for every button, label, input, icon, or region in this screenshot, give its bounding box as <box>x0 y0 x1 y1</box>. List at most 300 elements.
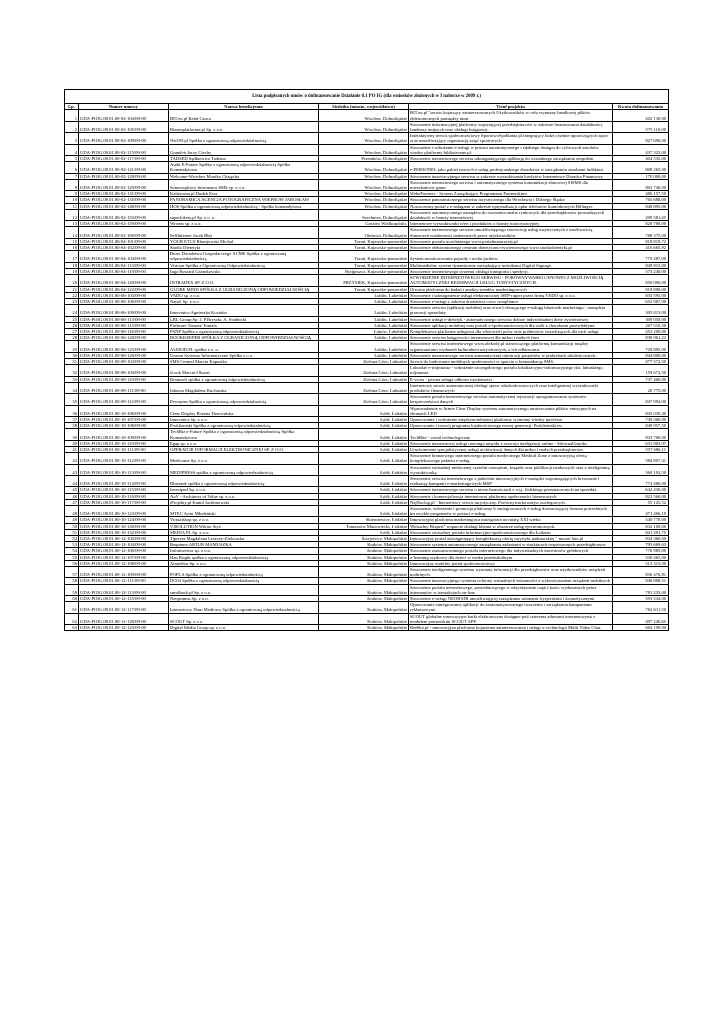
cell-contract-number: UDA-POIG.08.01.00-10-117/09-00 <box>79 499 169 505</box>
cell-city: Szechnice, Dolnośląskie <box>319 209 409 220</box>
cell-city: Wrocław, Dolnośląskie <box>319 133 409 144</box>
cell-city: Kraków, Małopolskie <box>319 602 409 613</box>
cell-lp: 21 <box>65 286 79 292</box>
cell-city: Bydgoszcz, Kujawsko-pomorskie <box>319 268 409 274</box>
cell-lp: 16 <box>65 245 79 251</box>
document-sheet <box>64 89 668 631</box>
cell-lp: 50 <box>65 523 79 529</box>
cell-city: Przemków, Dolnośląskie <box>319 156 409 162</box>
cell-project: Opracowanie i rozwój programu lojalnościowego nowej generacji: Proklientski.eu. <box>409 423 613 429</box>
cell-beneficiary: TADSED Sędkiewicz Tadeusz <box>169 156 319 162</box>
cell-amount: 575 110,00 <box>613 121 669 132</box>
cell-lp: 26 <box>65 322 79 328</box>
cell-project: Internetowy serwis automatycznej obsługi spraw odszkodowawczych oraz inteligentnej wyszukiwarki produktów finansowych <box>409 382 613 393</box>
cell-project: Nowoczesny portal z e-usługami w zakresie optymalizacji opłat telefonów komórkowych Billinger. <box>409 203 613 209</box>
cell-contract-number: UDA-POIG.08.01.00-02-104/09-00 <box>79 110 169 121</box>
cell-amount: 845 039,40 <box>613 405 669 416</box>
cell-contract-number: UDA-POIG.08.01.00-04-113/09-00 <box>79 262 169 268</box>
header-contract-number: Numer umowy <box>79 104 169 110</box>
table-row <box>65 464 669 475</box>
cell-contract-number: UDA-POIG.08.01.00-10-130/09-00 <box>79 523 169 529</box>
cell-amount: 808 265,00 <box>613 162 669 173</box>
cell-project: Stworzenie e-usługi NEOHAIR umożliwiającej zarządzania salonami fryzjerskimi i kosmetycznymi <box>409 596 613 602</box>
cell-beneficiary: LBL Group Sp. J. P.Bryszki, A. Stadnicki <box>169 316 319 322</box>
cell-amount: 437 325,00 <box>613 144 669 155</box>
cell-lp: 8 <box>65 179 79 190</box>
cell-contract-number: UDA-POIG.08.01.00-12-123/09-00 <box>79 625 169 631</box>
table-row <box>65 453 669 464</box>
cell-amount: 664 190,00 <box>613 625 669 631</box>
header-city: Siedziba (miasto, województwo) <box>319 104 409 110</box>
cell-contract-number: UDA-POIG.08.01.00-12-111/09-00 <box>79 578 169 584</box>
cell-city: Kraków, Małopolskie <box>319 613 409 624</box>
cell-contract-number: UDA-POIG.08.01.00-08-111/09-00 <box>79 382 169 393</box>
cell-beneficiary: Brainsoft spółka z ograniczoną odpowiedzialnością <box>169 376 319 382</box>
cell-amount: 776 985,00 <box>613 548 669 554</box>
cell-city: Toruń, Kujawsko-pomorskie <box>319 245 409 251</box>
cell-project: Stworzenie serwisu internetowego www.alekody.pl stanowiącego platformę komunikacji między organizatorami wydarzeń kulturalno-rozrywkowych, a ich odbiorcami. <box>409 341 613 352</box>
cell-project: SCOUT globalne innowacyjne karki elektroniczne dostępne pod czterema adresami internetowymi z modułem partnerskim SCOUT APP. <box>409 613 613 624</box>
cell-amount: 26 775,00 <box>613 382 669 393</box>
cell-beneficiary: Firdware Tomasz Tomala <box>169 322 319 328</box>
cell-city: Kraków, Małopolskie <box>319 554 409 560</box>
cell-city: Kraków, Małopolskie <box>319 560 409 566</box>
table-row <box>65 405 669 416</box>
cell-lp: 63 <box>65 625 79 631</box>
cell-beneficiary: BOOKKEEPER SPÓŁKA Z OGRANICZONĄ ODPOWIEDZIALNOŚCIĄ <box>169 335 319 341</box>
cell-project: Stworzenie innowacyjnego systemu ochrony wirtualnych tożsamości z wykorzystaniem urządzeń mobilnych <box>409 578 613 584</box>
cell-city: Kraków, Małopolskie <box>319 567 409 578</box>
cell-project: Innowacyjna platforma marketingowa nawigatora na miarę XXI wieku <box>409 517 613 523</box>
cell-lp: 23 <box>65 298 79 304</box>
cell-contract-number: UDA-POIG.08.01.00-06-113/09-00 <box>79 316 169 322</box>
cell-amount: 841 291,75 <box>613 529 669 535</box>
cell-lp: 44 <box>65 476 79 487</box>
cell-city: Łódź, Łódzkie <box>319 529 409 535</box>
cell-amount: 848 808,51 <box>613 578 669 584</box>
cell-contract-number: UDA-POIG.08.01.00-10-110/09-00 <box>79 440 169 446</box>
cell-amount: 737 460,00 <box>613 376 669 382</box>
cell-lp: 46 <box>65 493 79 499</box>
cell-amount: 762 611,50 <box>613 602 669 613</box>
cell-lp: 10 <box>65 197 79 203</box>
cell-beneficiary: Samorządowy Informator SMS sp. z o.o. <box>169 179 319 190</box>
cell-beneficiary: DC04 Spółka z ograniczoną odpowiedzialnością <box>169 578 319 584</box>
cell-amount: 833 760,00 <box>613 429 669 440</box>
cell-city: Toruń, Kujawsko-pomorskie <box>319 238 409 244</box>
cell-contract-number: UDA-POIG.08.01.00-02-128/09-00 <box>79 173 169 179</box>
cell-beneficiary: Unison Systemy Informatyczne Spółka z o.o. <box>169 352 319 358</box>
cell-contract-number: UDA-POIG.08.01.00-10-106/09-00 <box>79 405 169 416</box>
table-row <box>65 227 669 238</box>
cell-city: Łódź, Łódzkie <box>319 464 409 475</box>
cell-city: Łódź, Łódzkie <box>319 423 409 429</box>
cell-city: Zielona Góra, Lubuskie <box>319 394 409 405</box>
cell-city: Wrocław, Dolnośląskie <box>319 110 409 121</box>
cell-amount: 202 130,00 <box>613 110 669 121</box>
cell-city: Toruń, Kujawsko-pomorskie <box>319 262 409 268</box>
cell-contract-number: UDA-POIG.08.01.00-06-106/09-00 <box>79 298 169 304</box>
cell-city: Lublin, Lubelskie <box>319 335 409 341</box>
cell-project: Serwis do budowania mobilnych społeczności w oparciu o komunikację SMS. <box>409 358 613 364</box>
cell-lp: 22 <box>65 292 79 298</box>
table-row <box>65 429 669 440</box>
cell-amount: 827 696,00 <box>613 133 669 144</box>
cell-amount: 530 465,00 <box>613 554 669 560</box>
cell-beneficiary: SCOUT Sp. z o.o. <box>169 613 319 624</box>
contracts-table <box>64 89 669 631</box>
cell-amount: 416 665,92 <box>613 245 669 251</box>
cell-contract-number: UDA-POIG.08.01.00-12-109/09-00 <box>79 567 169 578</box>
cell-project: Stworzenie usługi e-dietetyk - automatycznego serwisu dobrze indywidualnej diety żywieniowej. <box>409 316 613 322</box>
table-row <box>65 275 669 286</box>
header-project: Tytuł projektu <box>409 104 613 110</box>
cell-contract-number: UDA-POIG.08.01.00-02-135/09-00 <box>79 197 169 203</box>
cell-project: NajNoclag.pl - Internetowy serwis turystyczny. Porównywarka miejsc noclegowych. <box>409 499 613 505</box>
cell-beneficiary: PANORAMICA AGENCJA FOTOGRAFICZNA WIEPROW JAROSŁAW <box>169 197 319 203</box>
table-row <box>65 394 669 405</box>
cell-city: Łódź, Łódzkie <box>319 416 409 422</box>
cell-beneficiary: YOUR ETCS Błażejewski Michał <box>169 238 319 244</box>
table-row <box>65 382 669 393</box>
cell-beneficiary: BIT.eu pl Rafał Gruca <box>169 110 319 121</box>
cell-project: Otwarta platforma do badań i analizy trendów marketingowych <box>409 286 613 292</box>
cell-amount: 820 700,00 <box>613 221 669 227</box>
cell-beneficiary: PSNP Spółka z ograniczoną odpowiedzialnością <box>169 328 319 334</box>
cell-city: Lublin, Lubelskie <box>319 322 409 328</box>
cell-amount: 834 360,00 <box>613 536 669 542</box>
cell-project: Multimedialny system dynamicznie zarządzający nośnikami Digital Signage. <box>409 262 613 268</box>
cell-city: Wrocław, Dolnośląskie <box>319 203 409 209</box>
cell-city: Lublin, Lubelskie <box>319 352 409 358</box>
cell-city: Skierniewice, Łódzkie <box>319 517 409 523</box>
cell-contract-number: UDA-POIG.08.01.00-10-112/09-00 <box>79 453 169 464</box>
cell-beneficiary: iLook Marcin Olszoń <box>169 365 319 376</box>
cell-lp: 24 <box>65 305 79 316</box>
cell-lp: 54 <box>65 548 79 554</box>
cell-contract-number: UDA-POIG.08.01.00-10-109/09-00 <box>79 429 169 440</box>
cell-project: Interaktywny serwis społecznościowy SportowoSpołkania.pl integrujący ludzi czynnie uprawiających sport oraz umożliwiający organizację zajęć sportowych <box>409 133 613 144</box>
cell-project: Stworzenie branżowego internetowego portalu medycznego Medical Zone z innowacyjną ofertą kompleksowego pakietu e-usług. <box>409 453 613 464</box>
cell-contract-number: UDA-POIG.08.01.00-12-102/09-00 <box>79 536 169 542</box>
cell-beneficiary: MEDIPRESS spółka z ograniczoną odpowiedzialnością <box>169 464 319 475</box>
cell-lp: 60 <box>65 596 79 602</box>
table-row <box>65 341 669 352</box>
cell-beneficiary: Inkasso Magdalena Kucharska <box>169 382 319 393</box>
cell-amount: 560 192,50 <box>613 464 669 475</box>
cell-beneficiary: Proklientski Spółka z ograniczoną odpowiedzialnością <box>169 423 319 429</box>
cell-contract-number: UDA-POIG.08.01.00-06-116/09-00 <box>79 328 169 334</box>
cell-amount: 540 770,00 <box>613 517 669 523</box>
cell-lp: 58 <box>65 578 79 584</box>
cell-amount: 836 476,81 <box>613 567 669 578</box>
cell-city: Kraków, Małopolskie <box>319 625 409 631</box>
cell-contract-number: UDA-POIG.08.01.00-02-159/09-00 <box>79 221 169 227</box>
cell-lp: 18 <box>65 262 79 268</box>
cell-contract-number: UDA-POIG.08.01.00-12-120/09-00 <box>79 613 169 624</box>
cell-project: Innowacyjny portal udostępniający kompleksową ofertę turystyki nadmorskiej " morze-lato.pl <box>409 536 613 542</box>
cell-amount: 300 050,00 <box>613 316 669 322</box>
cell-lp: 36 <box>65 405 79 416</box>
cell-city: Wrocław, Dolnośląskie <box>319 144 409 155</box>
cell-city: Kraków, Małopolskie <box>319 596 409 602</box>
table-row <box>65 179 669 190</box>
cell-project: Stworzenie internetowego serwisu udostępniającego aplikację do wizualnego zarządzania zespołem <box>409 156 613 162</box>
cell-beneficiary: Grandvit Jerzy Ciechy <box>169 144 319 155</box>
cell-beneficiary: Internetowy Dom Mediowy Spółka z ograniczoną odpowiedzialnością <box>169 602 319 613</box>
table-row <box>65 506 669 517</box>
table-row <box>65 613 669 624</box>
cell-city: Zielona Góra, Lubuskie <box>319 358 409 364</box>
cell-city: Zielona Góra, Lubuskie <box>319 365 409 376</box>
cell-contract-number: UDA-POIG.08.01.00-12-117/09-00 <box>79 602 169 613</box>
cell-lp: 61 <box>65 602 79 613</box>
cell-lp: 27 <box>65 328 79 334</box>
cell-lp: 62 <box>65 613 79 624</box>
cell-city: Kraków, Małopolskie <box>319 578 409 584</box>
cell-beneficiary: Investped Sp. z o.o. <box>169 487 319 493</box>
table-row <box>65 251 669 262</box>
cell-lp: 53 <box>65 542 79 548</box>
cell-beneficiary: GLOBE MIND SPÓŁKA Z OGRANICZONĄ ODPOWIEDZIALNOŚCIĄ <box>169 286 319 292</box>
cell-beneficiary: Egap sp. z o.o. <box>169 440 319 446</box>
cell-city: Lublin, Lubelskie <box>319 292 409 298</box>
cell-lp: 25 <box>65 316 79 322</box>
cell-city: Tomaszów Mazowiecki, Łódzkie <box>319 523 409 529</box>
table-row <box>65 121 669 132</box>
header-amount: Kwota dofinansowania <box>613 104 669 110</box>
cell-city: Łódź, Łódzkie <box>319 429 409 440</box>
cell-project: Stworzenie panoramicznego serwisu turystycznego dla Wrocławia i Dolnego Śląska <box>409 197 613 203</box>
cell-lp: 9 <box>65 191 79 197</box>
cell-amount: 486 157,50 <box>613 191 669 197</box>
cell-amount: 557 686,11 <box>613 446 669 452</box>
cell-project: E-swiss - pewna usługa odbioru wiadomości <box>409 376 613 382</box>
cell-city: Wrocław, Dolnośląskie <box>319 191 409 197</box>
cell-city: Wrocław, Dolnośląskie <box>319 173 409 179</box>
cell-project: STWORZENIE INTERNETOWEGO SERWISU - PORÓWNYWARKI CENOWEJ Z MOŻLIWOŚCIĄ AUTOMATYCZNEJ REZERWACJI USŁUG TURYSTYCZNYCH. <box>409 275 613 286</box>
cell-lp: 47 <box>65 499 79 505</box>
cell-beneficiary: OPERATOR INFORMACJI ELEKTRONICZNEJ SP. Z O.O. <box>169 446 319 452</box>
cell-project: Opracowanie i wdrożenie międzyuczelnianej platformy wymiany wiedzy iprofesor <box>409 416 613 422</box>
cell-project: Stworzenie zaawansowanego portalu internetowego dla indywidualnych inwestorów giełdowych <box>409 548 613 554</box>
cell-project: Stworzenie informacyjnej platformy wspierającej przedsiębiorców w zakresie finansowania działalności, funduszy unijnych oraz obsługi księgowej. <box>409 121 613 132</box>
cell-beneficiary: Inga Ryszard Grzankowski <box>169 268 319 274</box>
cell-contract-number: UDA-POIG.08.01.00-08-104/09-00 <box>79 365 169 376</box>
cell-city: Wrocław, Dolnośląskie <box>319 179 409 190</box>
cell-city: Łódź, Łódzkie <box>319 453 409 464</box>
cell-city: Łódź, Łódzkie <box>319 446 409 452</box>
cell-lp: 45 <box>65 487 79 493</box>
cell-lp: 33 <box>65 376 79 382</box>
table-row <box>65 567 669 578</box>
cell-amount: 404 535,00 <box>613 156 669 162</box>
cell-project: Stworzenie wirtualnej medycznej czytelni czasopism, książek oraz publikacji naukowych oraz z inteligentną wyszukiwarką <box>409 464 613 475</box>
cell-beneficiary: Infoinwestor sp. z o.o. <box>169 548 319 554</box>
cell-contract-number: UDA-POIG.08.01.00-12-107/09-00 <box>79 554 169 560</box>
cell-contract-number: UDA-POIG.08.01.00-10-111/09-00 <box>79 446 169 452</box>
cell-contract-number: UDA-POIG.08.01.00-06-103/09-00 <box>79 292 169 298</box>
cell-amount: 774 486,00 <box>613 476 669 487</box>
cell-project: Stworzenie systemu automatycznego zarządzania zadaniami w strukturach rozproszonych przedsiębiorstw. <box>409 542 613 548</box>
cell-contract-number: UDA-POIG.08.01.00-06-109/09-00 <box>79 305 169 316</box>
cell-contract-number: UDA-POIG.08.01.00-10-107/09-00 <box>79 416 169 422</box>
table-row <box>65 365 669 376</box>
cell-lp: 7 <box>65 173 79 179</box>
cell-amount: 584 807,41 <box>613 453 669 464</box>
cell-amount: 593 534,00 <box>613 596 669 602</box>
cell-contract-number: UDA-POIG.08.01.00-10-124/09-00 <box>79 517 169 523</box>
cell-beneficiary: NetON.pl Spółka z ograniczoną odpowiedzialnością <box>169 133 319 144</box>
cell-beneficiary: SMS Central Marcin Kapustka <box>169 358 319 364</box>
cell-city: Kraków, Małopolskie <box>319 542 409 548</box>
cell-amount: 833 595,00 <box>613 292 669 298</box>
cell-lp: 41 <box>65 446 79 452</box>
cell-beneficiary: Natrel Sp. z o.o. <box>169 298 319 304</box>
cell-lp: 43 <box>65 464 79 475</box>
cell-amount: 299 581,65 <box>613 209 669 220</box>
cell-contract-number: UDA-POIG.08.01.00-10-115/09-00 <box>79 487 169 493</box>
cell-amount: 642 430,00 <box>613 487 669 493</box>
cell-contract-number: UDA-POIG.08.01.00-02-129/09-00 <box>79 179 169 190</box>
cell-beneficiary: smsdback.pl Sp. z o.o. <box>169 584 319 595</box>
table-row <box>65 602 669 613</box>
cell-project: Stworzenie serwisu księgowości internetowej dla mikro i małych firm <box>409 335 613 341</box>
cell-project: Stworzenie portalu internetowego serwisu automatycznej rejestracji oprogramowania systemów bezpieczeństwa danych <box>409 394 613 405</box>
cell-beneficiary: Clear Display Bożena Drzewińska <box>169 405 319 416</box>
table-row <box>65 476 669 487</box>
cell-beneficiary: iProjekty.pl Kamil Jachimowski <box>169 499 319 505</box>
cell-project: Uruchomienie specjalistycznej usługi archiwizacji danych dla mikro i małych przedsiębiorstw. <box>409 446 613 452</box>
cell-amount: 305 813,00 <box>613 305 669 316</box>
cell-lp: 3 <box>65 133 79 144</box>
cell-lp: 30 <box>65 352 79 358</box>
cell-contract-number: UDA-POIG.08.01.00-04-119/09-00 <box>79 268 169 274</box>
cell-project: Internetowe wyszukiwarki ofert i produktów z branży motoryzacyjnej. <box>409 221 613 227</box>
cell-contract-number: UDA-POIG.08.01.00-12-108/09-00 <box>79 560 169 566</box>
table-body <box>65 110 669 631</box>
cell-lp: 31 <box>65 358 79 364</box>
table-row <box>65 144 669 155</box>
cell-amount: 849 957,50 <box>613 423 669 429</box>
cell-amount: 652 987,00 <box>613 298 669 304</box>
cell-beneficiary: VADO sp. z o.o. <box>169 292 319 298</box>
cell-project: Stworzenie innowacyjnego serwisu w zakresie wyszukiwania kredytów Internetowy Doradca Finansowy <box>409 173 613 179</box>
cell-project: Stworzenie internetowej usługi trenongu umysłu z rozwoju inteligencji online - SilownaUmysłu. <box>409 440 613 446</box>
cell-amount: 795 669,63 <box>613 542 669 548</box>
cell-lp: 35 <box>65 394 79 405</box>
cell-project: Stworzenie, wdrożenie i promocja platformy b zintegrowanych e-usług dostarczającej firmom potrzebnych im zwykle programów w postaci e-usług. <box>409 506 613 517</box>
cell-beneficiary: Audit E-Future Spółka z ograniczoną odpowiedzialnością Spółka Komandytowa <box>169 162 319 173</box>
cell-city: Łuków, Lubelskie <box>319 328 409 334</box>
cell-amount: 170 000,00 <box>613 173 669 179</box>
cell-project: BIT.eu.pl "serwis kojarzący zainteresowanych Użytkowników w celu wymiany handlowej plików elektronicznych pomiędzy nimi. <box>409 110 613 121</box>
header-lp: Lp. <box>65 104 79 110</box>
cell-project: Stworzenie i udostępnienie usługi elektronicznej iSEP-raport przez firmę VADO sp. z o.o. <box>409 292 613 298</box>
cell-beneficiary: Neoprimus Sp. z o.o. <box>169 596 319 602</box>
cell-beneficiary: Kaliżowna.pl Dudek Ewa <box>169 191 319 197</box>
cell-beneficiary: Wroom sp. z o.o. <box>169 221 319 227</box>
cell-project: System monitorowania pojazdy i ruchu jachtów <box>409 251 613 262</box>
cell-beneficiary: Studio Dietetyki <box>169 245 319 251</box>
cell-contract-number: UDA-POIG.08.01.00-10-123/09-00 <box>79 506 169 517</box>
cell-lp: 2 <box>65 121 79 132</box>
cell-amount: 818 890,00 <box>613 286 669 292</box>
cell-lp: 40 <box>65 440 79 446</box>
cell-beneficiary: ALEKID.PL spółka z o. o. <box>169 341 319 352</box>
cell-beneficiary: Digital Media Group sp. z o.o. <box>169 625 319 631</box>
cell-contract-number: UDA-POIG.08.01.00-08-112/09-00 <box>79 394 169 405</box>
cell-project: Stworzenie internetowego serwisu i automatycznego systemu komunikacji zbiorowej SISMS dla mieszkańców gmin. <box>409 179 613 190</box>
cell-amount: 55 125,52 <box>613 499 669 505</box>
cell-amount: 729 895,00 <box>613 341 669 352</box>
cell-project: Wirtualny Ekspert" wsparcie obsługi klienta w obszarze usług ejectronicznych. <box>409 523 613 529</box>
cell-project: Stworzenie serwisu (aplikacji mobilnej oraz www) oferującego e-usługę bluetooth marketingu - narzędzia promocji sprzedaży <box>409 305 613 316</box>
cell-beneficiary: AoV - Architects of Value sp. z o.o. <box>169 493 319 499</box>
cell-beneficiary: Perceptus Spółka z ograniczoną odpowiedzialnością <box>169 394 319 405</box>
table-row <box>65 162 669 173</box>
cell-lp: 4 <box>65 144 79 155</box>
cell-city: PRZYSIEK, Kujawsko-pomorskie <box>319 275 409 286</box>
cell-amount: 749 360,00 <box>613 416 669 422</box>
cell-project: Stworzenie internetowego systemu obsługi transportu i spedycji. <box>409 268 613 274</box>
cell-beneficiary: Visioon Spółka z Ograniczoną Odpowiedzialnością <box>169 262 319 268</box>
cell-beneficiary: HOS Spółka z ograniczoną odpowiedzialnością - Spółka komandytowa <box>169 203 319 209</box>
cell-beneficiary: MTEC Artur Młodziński <box>169 506 319 517</box>
cell-contract-number: UDA-POIG.08.01.00-12-104/09-00 <box>79 542 169 548</box>
cell-beneficiary: VISOLUTION Wiktor Styś <box>169 523 319 529</box>
cell-city: Ściejowice, Małopolskie <box>319 536 409 542</box>
cell-project: e-PERSONEL jako pakiet nowych e-usług profesjonalnego doradztwa w zarządzaniu zasobami ludzkimi <box>409 162 613 173</box>
cell-beneficiary: Bluerank spółka z ograniczoną odpowiedzialnością <box>169 476 319 487</box>
cell-beneficiary: Welcome-Wrocław Monika Chajęcka <box>169 173 319 179</box>
cell-beneficiary: AtanaStar Sp. z o.o. <box>169 560 319 566</box>
cell-city: Lublin, Lubelskie <box>319 298 409 304</box>
cell-city: Łódź, Łódzkie <box>319 405 409 416</box>
cell-contract-number: UDA-POIG.08.01.00-02-160/09-00 <box>79 227 169 238</box>
table-row <box>65 133 669 144</box>
cell-contract-number: UDA-POIG.08.01.00-06-125/09-00 <box>79 341 169 352</box>
cell-lp: 34 <box>65 382 79 393</box>
cell-city: Łódź, Łódzkie <box>319 506 409 517</box>
cell-city: Wrocław, Dolnośląskie <box>319 197 409 203</box>
cell-amount: 513 315,00 <box>613 560 669 566</box>
cell-beneficiary: MEDIA PL Sp. z o.o. <box>169 529 319 535</box>
cell-amount: 788 375,00 <box>613 227 669 238</box>
cell-project: Stworzenie i komercjalizacja internetowej platformy społeczności biznesowych <box>409 493 613 499</box>
cell-contract-number: UDA-POIG.08.01.00-10-116/09-00 <box>79 493 169 499</box>
cell-city: Toruń, Kujawsko-pomorskie <box>319 251 409 262</box>
cell-contract-number: UDA-POIG.08.01.00-02-153/09-00 <box>79 209 169 220</box>
table-row <box>65 110 669 121</box>
cell-amount: 844 800,00 <box>613 352 669 358</box>
cell-lp: 17 <box>65 251 79 262</box>
cell-city: Łódź, Łódzkie <box>319 493 409 499</box>
cell-amount: 823 560,00 <box>613 493 669 499</box>
cell-beneficiary: Requinno ARTUR MAMUSZKA <box>169 542 319 548</box>
cell-project: Stworzenie automatycznego narzędzia do tworzenia analiz rynkowych dla przedsiębiorstw prowadzących działalność w branży internetowej <box>409 209 613 220</box>
cell-lp: 5 <box>65 156 79 162</box>
cell-contract-number: UDA-POIG.08.01.00-04-102/09-00 <box>79 245 169 251</box>
cell-project: Stworzenie wirtualnej portalu informacyjno-społecznościowego dla Łodzian <box>409 529 613 535</box>
cell-beneficiary: Biuro Doradztwa Gospodarczego ACME Spółka z ograniczoną odpowiedzialnością <box>169 251 319 262</box>
cell-project: Innowacyjny mobilny portal społecznościowy <box>409 560 613 566</box>
cell-city: Łódź, Łódzkie <box>319 476 409 487</box>
cell-amount: 832 100,00 <box>613 523 669 529</box>
cell-beneficiary: Tiperera Magdalena Leszczy-Zieloracka <box>169 536 319 542</box>
cell-project: Opracowanie zintegrowanej aplikacji do zautomatyzowanego tworzenia i zarządzania kampaniami reklamowymi <box>409 602 613 613</box>
cell-beneficiary: Virtualshop sp. z o.o. <box>169 517 319 523</box>
